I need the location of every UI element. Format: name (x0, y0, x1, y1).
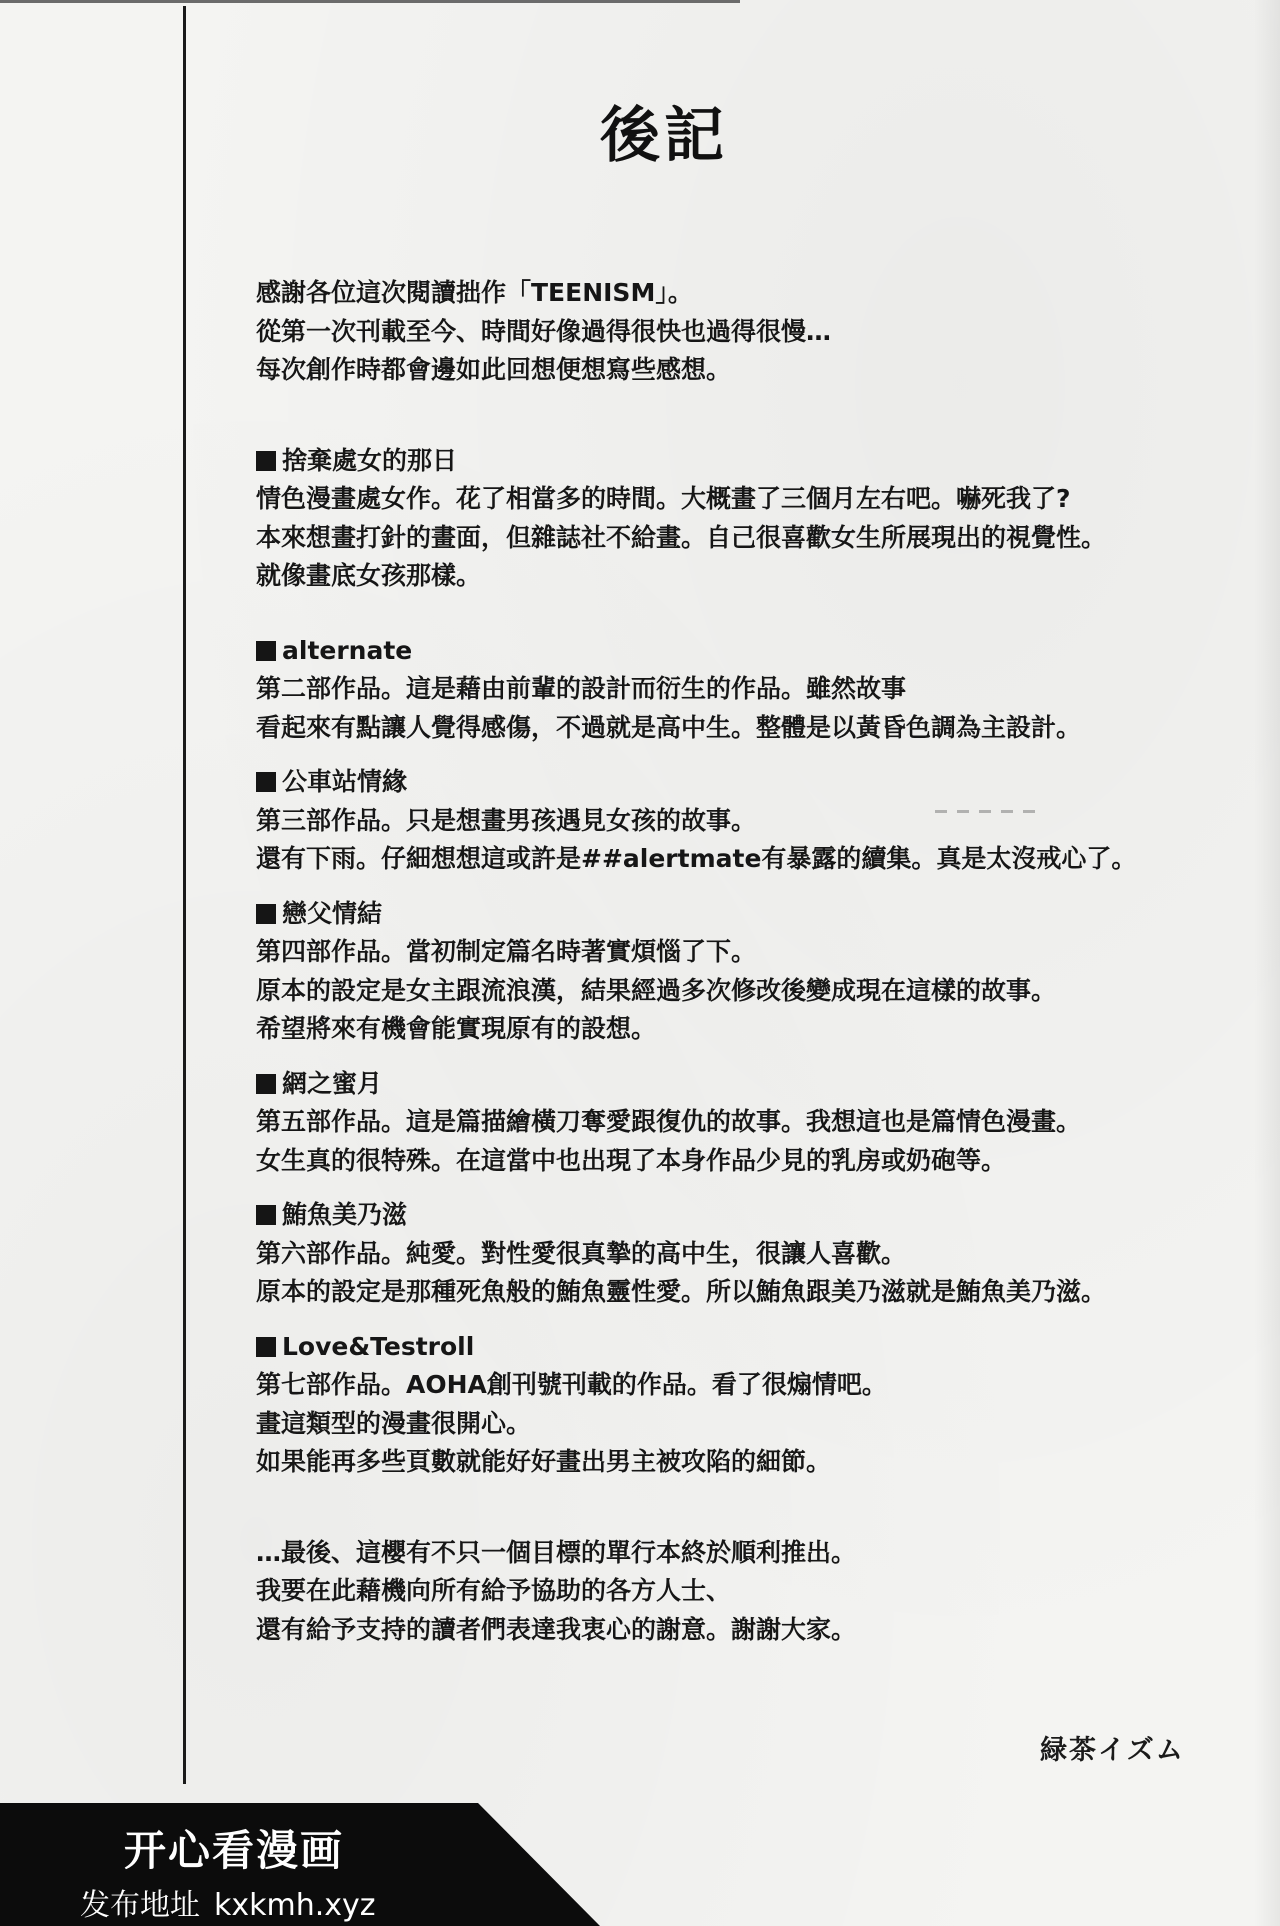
section-2 (256, 763, 1226, 879)
heading-bullet-icon (256, 451, 276, 471)
section-heading (256, 763, 1226, 802)
section-heading (256, 1328, 1226, 1367)
section-heading (256, 1065, 1226, 1104)
section-line: 希望將來有機會能實現原有的設想。 (256, 1014, 657, 1043)
heading-bullet-icon (256, 1337, 276, 1357)
intro-line: 從第一次刊載至今、時間好像過得很快也過得很慢… (256, 316, 832, 346)
banner-subtitle (80, 1880, 376, 1924)
page-title: 後記 (600, 101, 728, 171)
section-line: 畫這類型的漫畫很開心。 (256, 1408, 532, 1438)
section-6 (256, 1328, 1226, 1482)
intro-paragraph (256, 274, 1226, 390)
section-heading-text: 鮪魚美乃滋 (282, 1200, 408, 1229)
closing-line: 還有給予支持的讀者們表達我衷心的謝意。謝謝大家。 (256, 1614, 857, 1644)
section-line: 如果能再多些頁數就能好好畫出男主被攻陷的細節。 (256, 1447, 832, 1476)
heading-bullet-icon (256, 1205, 276, 1225)
section-heading (256, 632, 1226, 671)
section-line: 看起來有點讓人覺得感傷，不過就是高中生。整體是以黃昏色調為主設計。 (256, 712, 1082, 742)
top-rule (0, 0, 740, 3)
section-line: 第四部作品。當初制定篇名時著實煩惱了下。 (256, 937, 757, 966)
section-heading-text: 戀父情結 (282, 898, 383, 928)
section-4 (256, 1065, 1226, 1181)
section-line: 第六部作品。純愛。對性愛很真摯的高中生，很讓人喜歡。 (256, 1238, 907, 1268)
section-heading-text: 網之蜜月 (282, 1068, 383, 1098)
section-line: 女生真的很特殊。在這當中也出現了本身作品少見的乳房或奶砲等。 (256, 1145, 1007, 1175)
section-heading-text: 公車站情緣 (282, 767, 408, 796)
banner-title: 开心看漫画 (124, 1826, 345, 1875)
section-line: 還有下雨。仔細想想這或許是##alertmate有暴露的續集。真是太沒戒心了。 (256, 844, 1137, 873)
closing-line: …最後、這櫻有不只一個目標的單行本終於順利推出。 (256, 1537, 857, 1567)
section-0 (256, 442, 1226, 596)
intro-line: 每次創作時都會邊如此回想便想寫些感想。 (256, 355, 732, 384)
section-line: 第二部作品。這是藉由前輩的設計而衍生的作品。雖然故事 (256, 674, 907, 703)
heading-bullet-icon (256, 641, 276, 661)
section-heading (256, 442, 1226, 481)
intro-line: 感謝各位這次閱讀拙作「TEENISM」。 (256, 278, 693, 307)
section-line: 第七部作品。AOHA創刊號刊載的作品。看了很煽情吧。 (256, 1370, 887, 1399)
section-3 (256, 895, 1226, 1049)
section-5 (256, 1196, 1226, 1312)
banner-url: kxkmh.xyz (214, 1888, 376, 1923)
section-line: 情色漫畫處女作。花了相當多的時間。大概畫了三個月左右吧。嚇死我了? (256, 484, 1071, 513)
section-heading-text: alternate (282, 635, 413, 665)
section-line: 第五部作品。這是篇描繪橫刀奪愛跟復仇的故事。我想這也是篇情色漫畫。 (256, 1107, 1082, 1136)
margin-rule (183, 6, 186, 1784)
afterword-body (256, 274, 1226, 1649)
section-line: 原本的設定是女主跟流浪漢，結果經過多次修改後變成現在這樣的故事。 (256, 975, 1057, 1005)
section-heading-text: 捨棄處女的那日 (282, 445, 458, 475)
section-heading (256, 1196, 1226, 1235)
section-line: 就像畫底女孩那樣。 (256, 561, 482, 590)
section-heading (256, 895, 1226, 934)
section-heading-text: Love&Testroll (282, 1331, 475, 1361)
closing-line: 我要在此藉機向所有給予協助的各方人士、 (256, 1576, 732, 1605)
heading-bullet-icon (256, 904, 276, 924)
section-line: 第三部作品。只是想畫男孩遇見女孩的故事。 (256, 805, 757, 835)
section-1 (256, 632, 1226, 748)
banner-sub-label: 发布地址 (80, 1888, 200, 1923)
section-line: 原本的設定是那種死魚般的鮪魚靈性愛。所以鮪魚跟美乃滋就是鮪魚美乃滋。 (256, 1277, 1107, 1306)
heading-bullet-icon (256, 772, 276, 792)
heading-bullet-icon (256, 1074, 276, 1094)
page-edge-shadow (1254, 0, 1280, 1926)
closing-paragraph (256, 1534, 1226, 1650)
section-line: 本來想畫打針的畫面，但雜誌社不給畫。自己很喜歡女生所展現出的視覺性。 (256, 522, 1107, 552)
author-signature: 緑茶イズム (1040, 1735, 1185, 1766)
